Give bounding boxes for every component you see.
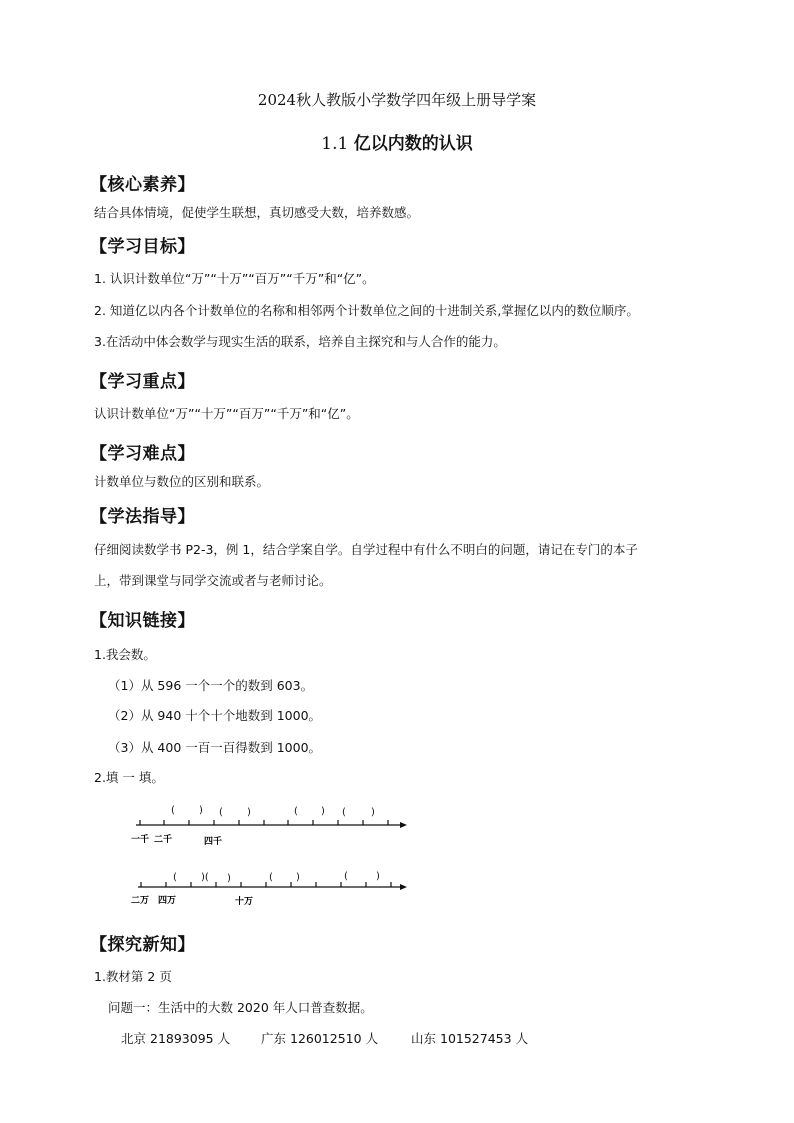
blank-paren: ) — [321, 806, 325, 817]
method-line-1: 仔细阅读数学书 P2-3，例 1，结合学案自学。自学过程中有什么不明白的问题，请记在专门的本子 — [94, 542, 638, 557]
method-line-2: 上，带到课堂与同学交流或者与老师讨论。 — [94, 573, 332, 588]
lesson-name: 亿以内数的认识 — [353, 134, 473, 154]
blank-paren: )( — [201, 872, 209, 883]
blank-paren: ( — [344, 871, 348, 882]
heading-core: 【核心素养】 — [90, 175, 195, 195]
blank-paren: ( — [171, 805, 175, 816]
tick-marks — [140, 820, 388, 825]
explore-question: 问题一：生活中的大数 2020 年人口普查数据。 — [108, 1000, 373, 1015]
heading-method: 【学法指导】 — [90, 507, 195, 527]
tick-label: 二千 — [154, 835, 173, 845]
blank-paren: ) — [371, 807, 375, 818]
population-entry: 广东 126012510 人 — [261, 1031, 379, 1046]
core-text: 结合具体情境，促使学生联想，真切感受大数，培养数感。 — [94, 205, 420, 220]
blank-paren: ) — [247, 807, 251, 818]
links-q1-item-3: （3）从 400 一百一百得数到 1000。 — [108, 740, 322, 755]
arrow-icon — [400, 884, 407, 890]
heading-links: 【知识链接】 — [90, 611, 195, 631]
document-title: 2024秋人教版小学数学四年级上册导学案 — [257, 91, 537, 109]
blank-paren: ( — [173, 872, 177, 883]
links-q1: 1.我会数。 — [94, 647, 156, 662]
blank-paren: ( — [219, 807, 223, 818]
tick-label: 二万 — [131, 896, 150, 906]
links-q2: 2.填 一 填。 — [94, 770, 164, 785]
heading-explore: 【探究新知】 — [90, 935, 195, 955]
blank-paren: ) — [376, 871, 380, 882]
blank-paren: ( — [342, 807, 346, 818]
lesson-title — [0, 129, 794, 154]
heading-difficulty: 【学习难点】 — [90, 444, 195, 464]
lesson-number: 1.1 — [321, 134, 349, 154]
heading-goals: 【学习目标】 — [90, 237, 195, 257]
number-line-thousands — [128, 800, 413, 852]
tick-label: 一千 — [131, 835, 150, 845]
blank-paren: ) — [227, 873, 231, 884]
tick-marks — [141, 882, 391, 887]
tick-label: 四万 — [158, 896, 177, 906]
key-text: 认识计数单位“万”“十万”“百万”“千万”和“亿”。 — [94, 406, 359, 421]
population-row — [121, 1031, 528, 1047]
blank-paren: ) — [199, 805, 203, 816]
tick-label: 四千 — [204, 837, 223, 847]
tick-label: 十万 — [235, 897, 254, 907]
blank-paren: ( — [269, 872, 273, 883]
links-q1-item-1: （1）从 596 一个一个的数到 603。 — [108, 678, 314, 693]
blank-paren: ( — [294, 806, 298, 817]
population-entry: 北京 21893095 人 — [121, 1031, 231, 1046]
difficulty-text: 计数单位与数位的区别和联系。 — [94, 474, 270, 489]
goal-item-1: 1. 认识计数单位“万”“十万”“百万”“千万”和“亿”。 — [94, 271, 375, 286]
goal-item-2: 2. 知道亿以内各个计数单位的名称和相邻两个计数单位之间的十进制关系,掌握亿以内的数位顺序。 — [94, 303, 639, 318]
goal-item-3: 3.在活动中体会数学与现实生活的联系，培养自主探究和与人合作的能力。 — [94, 334, 506, 349]
population-entry: 山东 101527453 人 — [411, 1031, 529, 1046]
explore-item-1: 1.教材第 2 页 — [94, 969, 172, 984]
number-line-ten-thousands — [128, 866, 413, 910]
links-q1-item-2: （2）从 940 十个十个地数到 1000。 — [108, 708, 322, 723]
blank-paren: ) — [296, 872, 300, 883]
arrow-icon — [400, 822, 407, 828]
heading-key: 【学习重点】 — [90, 372, 195, 392]
